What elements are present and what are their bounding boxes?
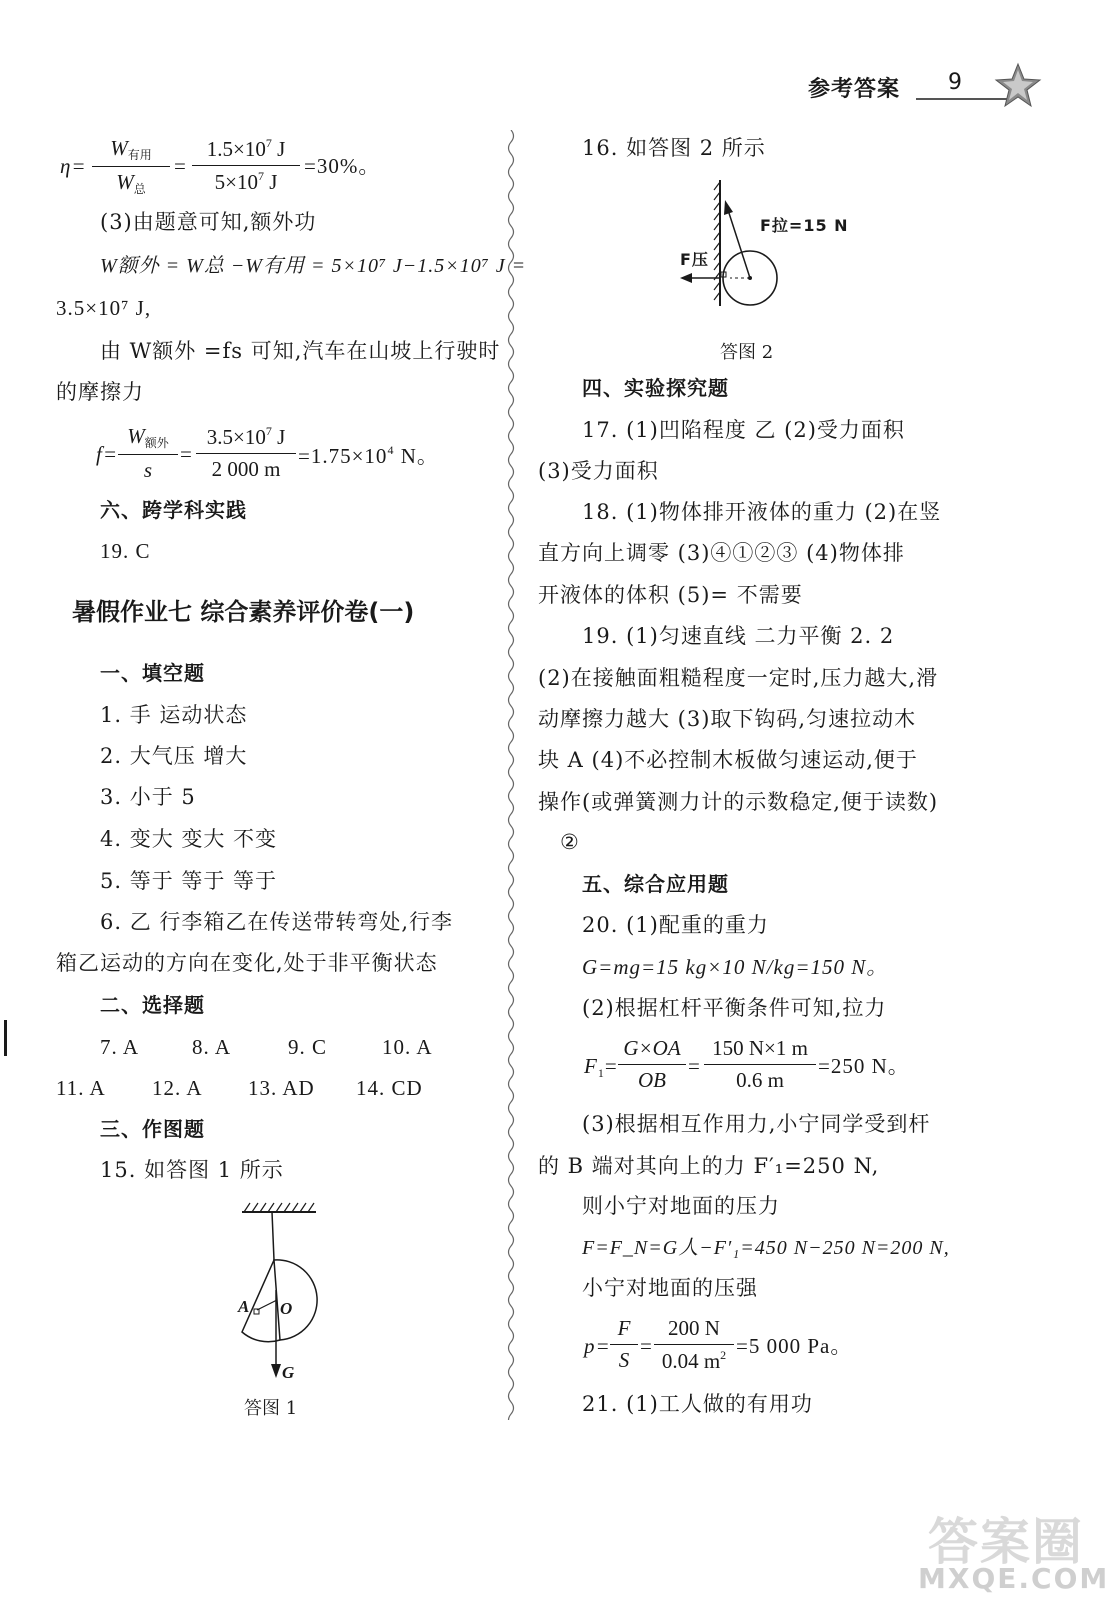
exp-line-5: 开液体的体积 (5)= 不需要 <box>538 583 803 607</box>
figure-2-caption: 答图 2 <box>720 342 774 363</box>
fill-answer-3: 3. 小于 5 <box>100 785 196 809</box>
fill-answer-2: 2. 大气压 增大 <box>100 744 248 768</box>
watermark-sub: MXQE.COM <box>918 1562 1110 1595</box>
eq-f-tail: $=1.75\times 10^4$ N。 <box>298 443 439 468</box>
section-2-heading: 二、选择题 <box>100 993 205 1017</box>
fig1-label-o: O <box>280 1299 294 1318</box>
fig1-label-g: G <box>282 1363 296 1382</box>
fig2-label-press: F压 <box>680 250 709 269</box>
eq-f-frac2: $\frac{3.5\times 10^7 J}{2 000 m}$ <box>196 424 296 482</box>
answer-20-1: 20. (1)配重的重力 <box>582 913 769 937</box>
answer-19: 19. C <box>100 539 151 563</box>
line-friction: 的摩擦力 <box>56 380 144 404</box>
fig1-label-a: A <box>238 1297 251 1316</box>
fig2-label-pull: F拉=15 N <box>760 216 849 235</box>
answer-20-2: (2)根据杠杆平衡条件可知,拉力 <box>582 996 887 1020</box>
answer-20-3d: F=F_N=G人−F′₁=450 N−250 N=200 N, <box>582 1237 950 1259</box>
column-divider <box>503 130 519 1420</box>
eq-eta-frac2: $\frac{1.5\times 10^7 J}{5\times 10^7 J}$ <box>192 136 300 195</box>
answer-21: 21. (1)工人做的有用功 <box>582 1392 813 1416</box>
assignment-title: 暑假作业七 综合素养评价卷(一) <box>72 598 415 626</box>
eq-p-lhs: p= <box>584 1334 611 1358</box>
eq-p-frac2: $\frac{200 N}{0.04 m^2}$ <box>654 1316 734 1374</box>
exp-line-4: 直方向上调零 (3)④①②③ (4)物体排 <box>538 541 905 565</box>
eq-f-lhs: f= <box>96 442 119 466</box>
eq-eta-tail: =30%。 <box>304 154 381 178</box>
answer-16: 16. 如答图 2 所示 <box>582 136 766 160</box>
section-6-heading: 六、跨学科实践 <box>100 498 247 522</box>
watermark-text: 答案圈 <box>928 1513 1084 1571</box>
eq-f1-frac2: $\frac{150 N\times 1 m}{0.6 m}$ <box>704 1036 816 1093</box>
eq-f1-frac1: $\frac{G\times OA}{OB}$ <box>618 1036 686 1093</box>
choice-10: 10. A <box>382 1035 433 1059</box>
eq-p-frac1: $\frac{F}{S}$ <box>610 1316 638 1373</box>
line-by-formula: 由 W额外 =fs 可知,汽车在山坡上行驶时 <box>100 339 501 363</box>
section-5-heading: 五、综合应用题 <box>582 872 729 896</box>
section-4-heading: 四、实验探究题 <box>582 376 729 400</box>
choice-14: 14. CD <box>356 1076 423 1100</box>
choice-13: 13. AD <box>248 1076 315 1100</box>
eq-eta-frac1: $W_{有用}$ $W_总$ <box>92 136 170 197</box>
choice-7: 7. A <box>100 1035 140 1059</box>
fill-answer-4: 4. 变大 变大 不变 <box>100 827 278 851</box>
star-icon <box>994 62 1042 108</box>
fill-answer-6b: 箱乙运动的方向在变化,处于非平衡状态 <box>56 951 438 975</box>
exp-line-11: ② <box>560 830 580 854</box>
margin-mark <box>4 1020 7 1056</box>
exp-line-8: 动摩擦力越大 (3)取下钩码,匀速拉动木 <box>538 707 917 731</box>
eq-f1-eq: = <box>688 1054 701 1078</box>
exp-line-6: 19. (1)匀速直线 二力平衡 2. 2 <box>582 624 895 648</box>
fill-answer-1: 1. 手 运动状态 <box>100 703 248 727</box>
answer-20-g: G=mg=15 kg×10 N/kg=150 N。 <box>582 955 889 979</box>
eq-f1-tail: =250 N。 <box>818 1054 910 1078</box>
line-w-extra: W额外 = W总 −W有用 = 5×10⁷ J−1.5×10⁷ J = <box>100 255 527 277</box>
exp-line-9: 块 A (4)不必控制木板做匀速运动,便于 <box>538 748 918 772</box>
section-3-heading: 三、作图题 <box>100 1117 205 1141</box>
answer-20-3a: (3)根据相互作用力,小宁同学受到杆 <box>582 1112 931 1136</box>
answer-20-3e: 小宁对地面的压强 <box>582 1276 758 1300</box>
fill-answer-6a: 6. 乙 行李箱乙在传送带转弯处,行李 <box>100 910 454 934</box>
line-3-extra-work: (3)由题意可知,额外功 <box>100 210 317 234</box>
exp-line-10: 操作(或弹簧测力计的示数稳定,便于读数) <box>538 790 939 814</box>
answer-15: 15. 如答图 1 所示 <box>100 1158 284 1182</box>
page-number: 9 <box>948 70 962 95</box>
answer-20-3b: 的 B 端对其向上的力 F′₁=250 N, <box>538 1154 880 1178</box>
eq-f-eq: = <box>180 442 193 466</box>
eq-f1-lhs: $F_1=$ <box>584 1054 618 1080</box>
figure-1-diagram <box>230 1200 340 1390</box>
eq-p-eq: = <box>640 1334 653 1358</box>
eq-eta-eq: = <box>174 154 187 178</box>
fill-answer-5: 5. 等于 等于 等于 <box>100 869 278 893</box>
line-w-extra-result: 3.5×10⁷ J, <box>56 296 152 320</box>
header-title: 参考答案 <box>808 77 901 102</box>
section-1-heading: 一、填空题 <box>100 661 205 685</box>
eq-p-tail: =5 000 Pa。 <box>736 1334 853 1358</box>
exp-line-2: (3)受力面积 <box>538 459 659 483</box>
figure-1-caption: 答图 1 <box>244 1398 298 1419</box>
choice-11: 11. A <box>56 1076 106 1100</box>
exp-line-7: (2)在接触面粗糙程度一定时,压力越大,滑 <box>538 666 939 690</box>
exp-line-3: 18. (1)物体排开液体的重力 (2)在竖 <box>582 500 942 524</box>
answer-20-3c: 则小宁对地面的压力 <box>582 1194 780 1218</box>
eq-eta-lhs: η= <box>60 154 87 178</box>
choice-9: 9. C <box>288 1035 328 1059</box>
choice-12: 12. A <box>152 1076 203 1100</box>
exp-line-1: 17. (1)凹陷程度 乙 (2)受力面积 <box>582 418 905 442</box>
choice-8: 8. A <box>192 1035 232 1059</box>
eq-f-frac1: $W_{额外}$ s <box>118 424 178 483</box>
